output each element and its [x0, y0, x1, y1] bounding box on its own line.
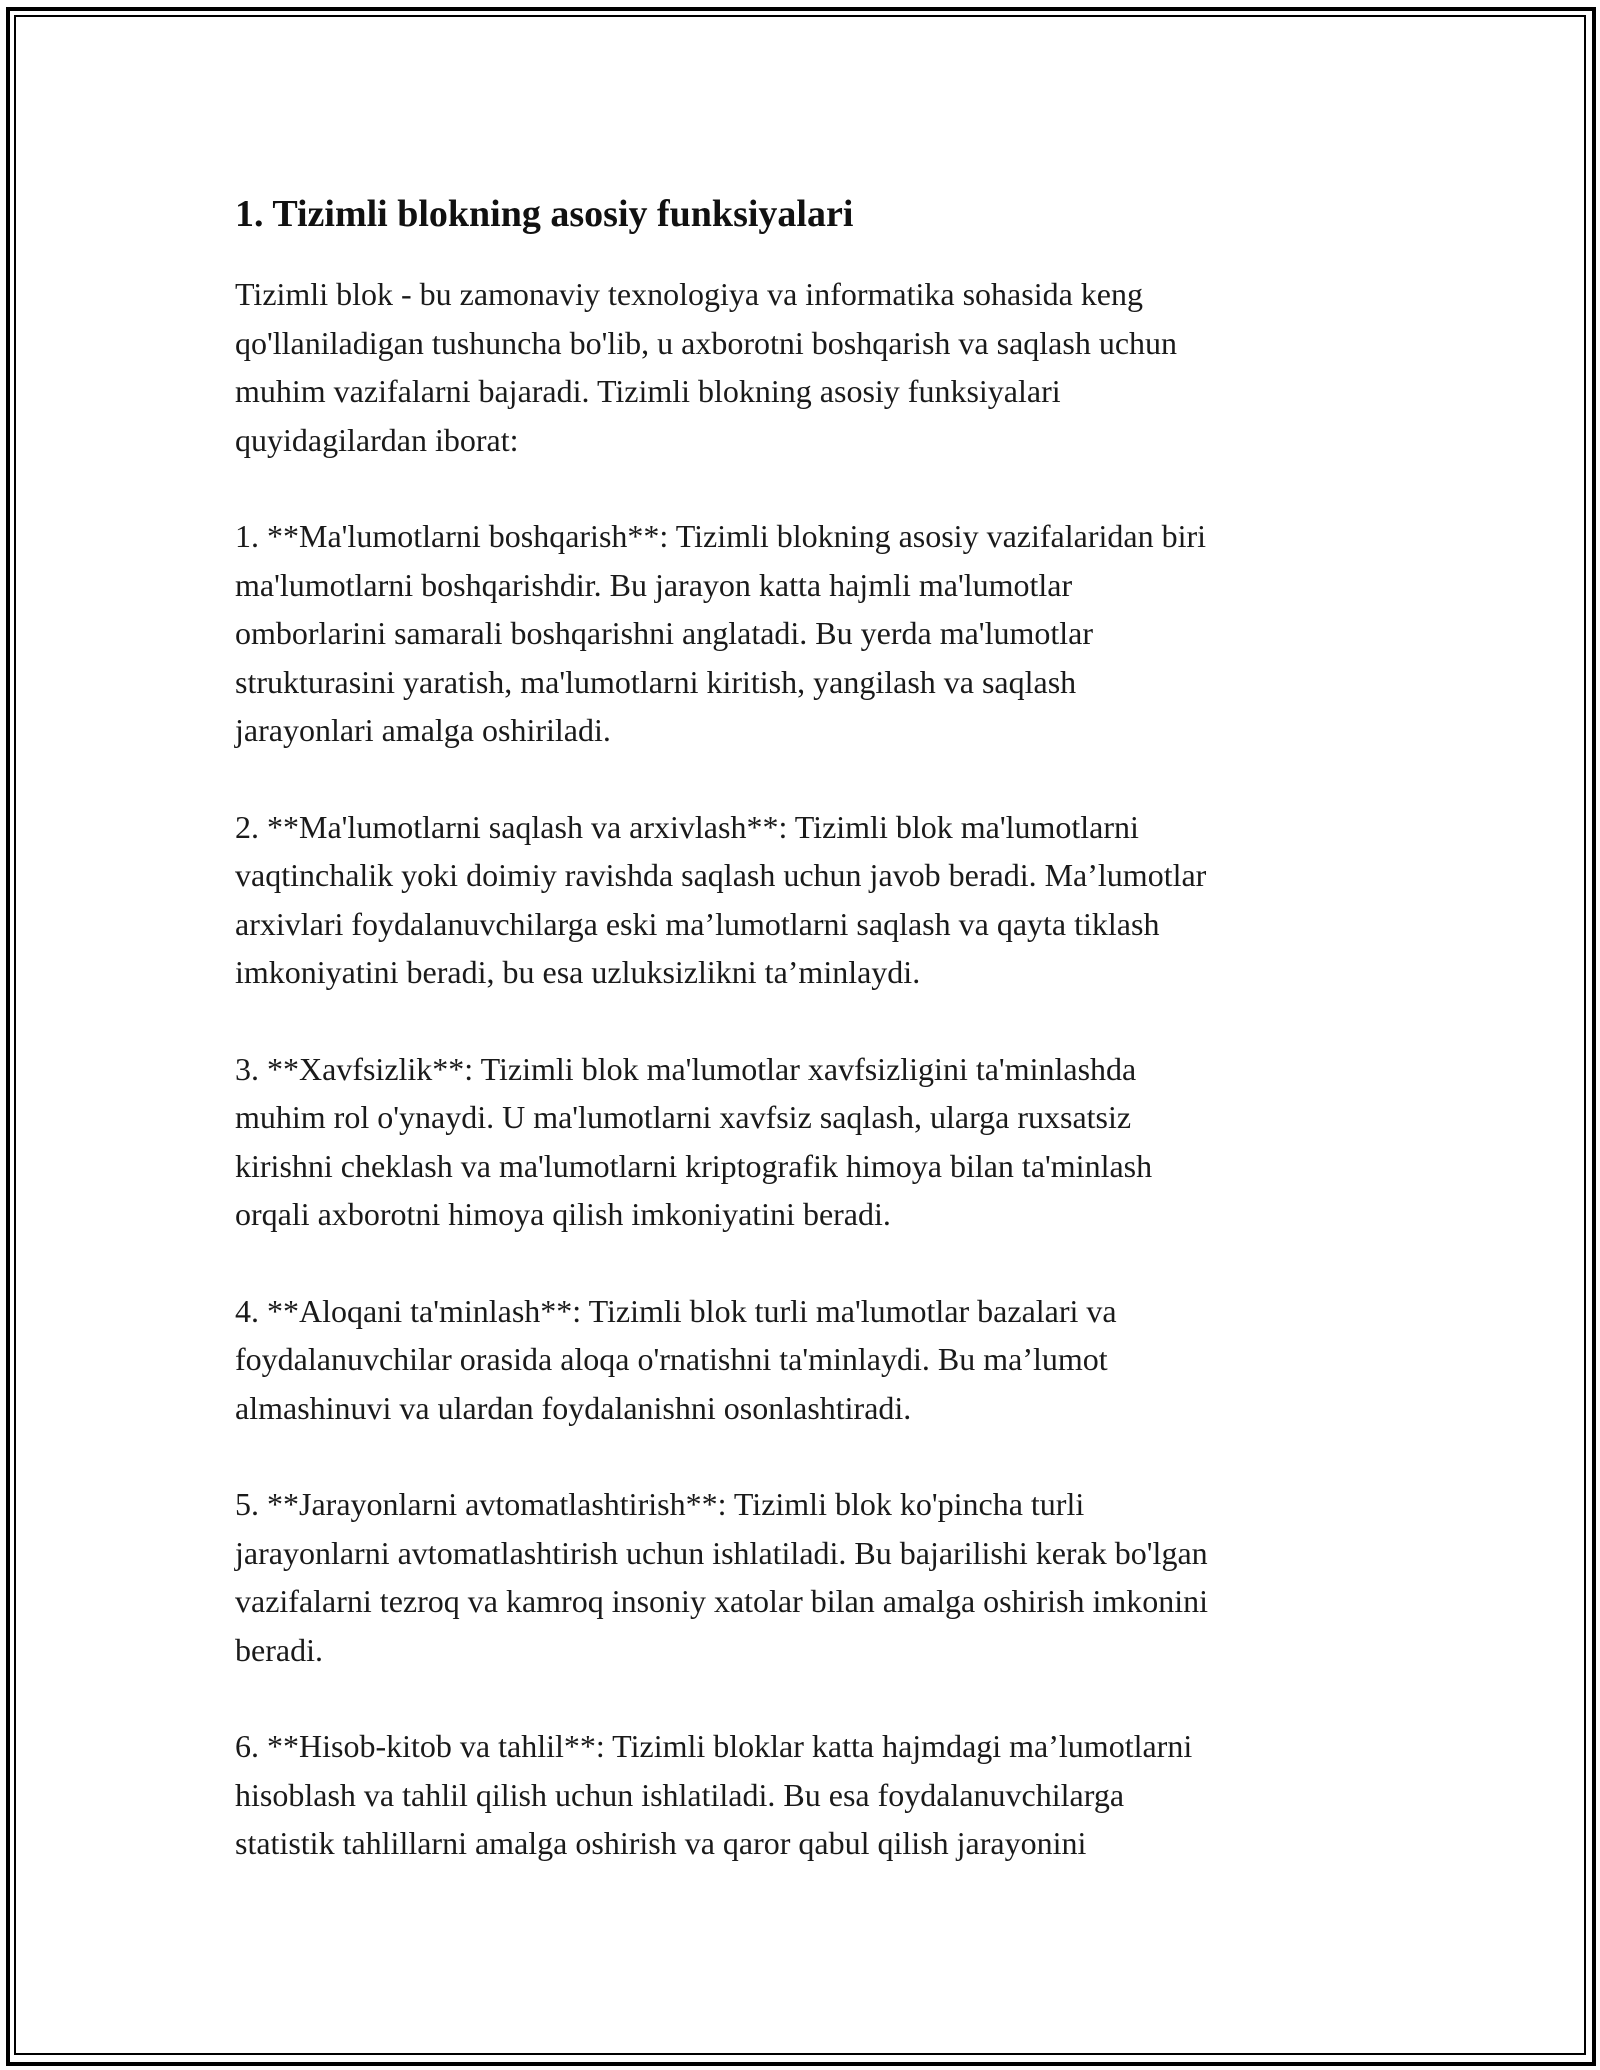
list-item-communication: 4. **Aloqani ta'minlash**: Tizimli blok turli ma'lumotlar bazalari va foydalanuvchilar orasida aloqa o'rnatishni ta'minlaydi. Bu ma’lumot almashinuvi va ulardan foydalanishni osonlashtiradi. — [235, 1292, 1117, 1426]
document-page — [235, 184, 1365, 1916]
list-item-storage-archiving: 2. **Ma'lumotlarni saqlash va arxivlash**: Tizimli blok ma'lumotlarni vaqtinchalik yoki doimiy ravishda saqlash uchun javob beradi. Ma’lumotlar arxivlari foydalanuvchilarga eski ma’lumotlarni saqlash va qayta tiklash imkoniyatini beradi, bu esa uzluksizlikni ta’minlaydi. — [235, 808, 1207, 990]
list-item-automation: 5. **Jarayonlarni avtomatlashtirish**: Tizimli blok ko'pincha turli jarayonlarni avtomatlashtirish uchun ishlatiladi. Bu bajarilishi kerak bo'lgan vazifalarni tezroq va kamroq insoniy xatolar bilan amalga oshirish imkonini beradi. — [235, 1486, 1209, 1668]
intro-paragraph: Tizimli blok - bu zamonaviy texnologiya va informatika sohasida keng qo'llaniladigan tushuncha bo'lib, u axborotni boshqarish va saqlash uchun muhim vazifalarni bajaradi. Tizimli blokning asosiy funksiyalari quyidagilardan iborat: — [235, 276, 1178, 458]
section-heading: 1. Tizimli blokning asosiy funksiyalari — [235, 193, 854, 235]
list-item-data-management: 1. **Ma'lumotlarni boshqarish**: Tizimli blokning asosiy vazifalaridan biri ma'lumotlarni boshqarishdir. Bu jarayon katta hajmli ma'lumotlar omborlarini samarali boshqarishni anglatadi. Bu yerda ma'lumotlar strukturasini yaratish, ma'lumotlarni kiritish, yangilash va saqlash jarayonlari amalga oshiriladi. — [235, 518, 1206, 748]
list-item-security: 3. **Xavfsizlik**: Tizimli blok ma'lumotlar xavfsizligini ta'minlashda muhim rol o'ynaydi. U ma'lumotlarni xavfsiz saqlash, ularga ruxsatsiz kirishni cheklash va ma'lumotlarni kriptografik himoya bilan ta'minlash orqali axborotni himoya qilish imkoniyatini beradi. — [235, 1050, 1153, 1232]
list-item-calculation-analysis: 6. **Hisob-kitob va tahlil**: Tizimli bloklar katta hajmdagi ma’lumotlarni hisoblash va tahlil qilish uchun ishlatiladi. Bu esa foydalanuvchilarga statistik tahlillarni amalga oshirish va qaror qabul qilish jarayonini — [235, 1728, 1193, 1861]
